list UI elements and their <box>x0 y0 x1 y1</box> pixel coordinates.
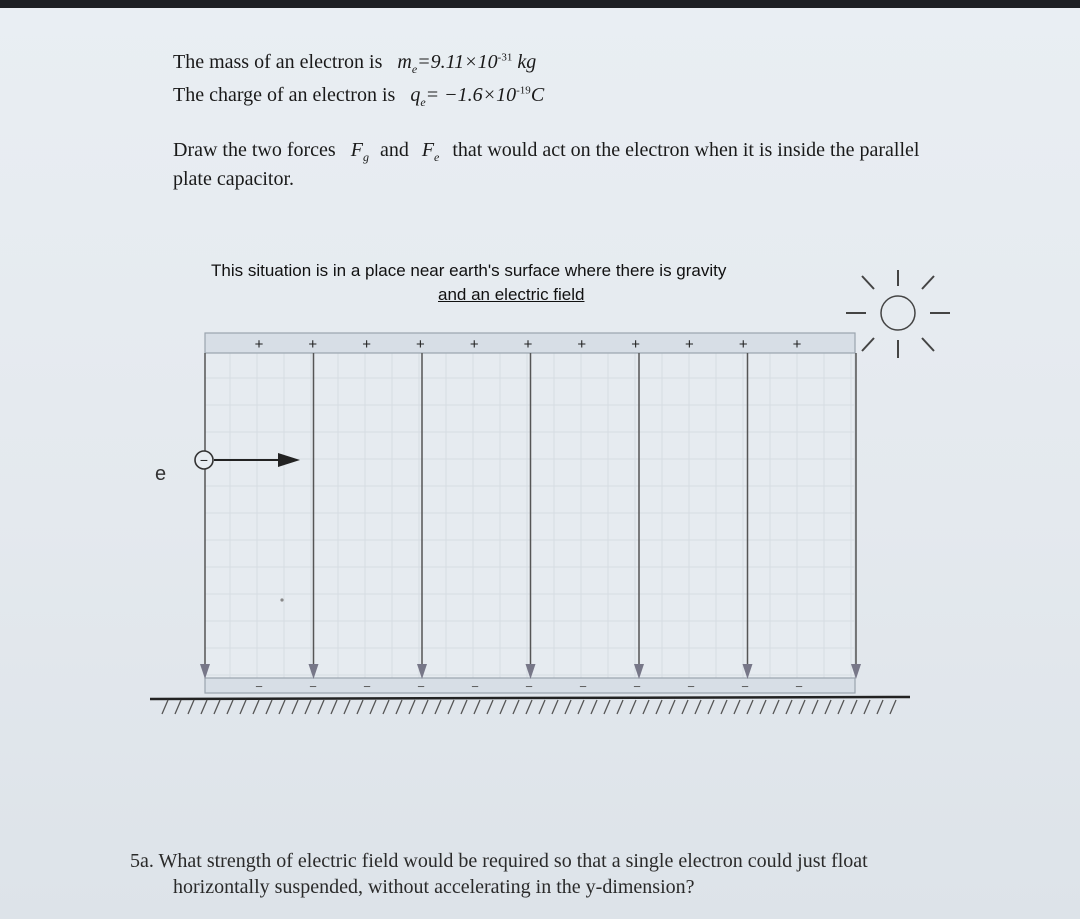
minus-sign: − <box>255 679 263 694</box>
plus-sign: + <box>254 336 264 353</box>
stray-dot <box>280 598 283 601</box>
electron-label: e <box>155 463 167 485</box>
charge-symbol: $q_e$ <box>410 84 426 109</box>
plus-sign: + <box>469 336 479 353</box>
plus-sign: + <box>738 336 748 353</box>
minus-sign: − <box>309 679 317 694</box>
minus-sign: − <box>633 679 641 694</box>
charge-exponent: -19 <box>516 84 531 97</box>
minus-sign: − <box>525 679 533 694</box>
plus-sign: + <box>362 336 371 353</box>
mass-exponent: -31 <box>497 51 513 64</box>
minus-sign: − <box>471 679 479 694</box>
instruction-text-2: that would act on the electron when it is inside the parallel <box>452 139 920 161</box>
diagram-caption-line-1: This situation is in a place near earth's surface where there is gravity <box>211 261 727 280</box>
plus-sign: + <box>308 336 318 353</box>
mass-prefix: The mass of an electron is <box>173 51 383 73</box>
sun-icon <box>846 270 950 358</box>
question-5a-line-2: horizontally suspended, without accelerating in the y-dimension? <box>173 876 695 898</box>
plus-sign: + <box>792 336 802 353</box>
minus-sign: − <box>363 679 371 694</box>
fg-symbol: $F_g$ <box>350 139 369 164</box>
charge-unit: C <box>530 84 545 106</box>
plus-sign: + <box>577 336 587 353</box>
minus-sign: − <box>741 679 749 694</box>
plus-sign: + <box>523 336 533 353</box>
fe-symbol: $F_e$ <box>421 139 440 164</box>
instruction-text-1: Draw the two forces <box>173 139 336 161</box>
electron-charge-sign: − <box>199 452 209 468</box>
question-5a-line-1: 5a. What strength of electric field would be required so that a single electron could just float <box>130 850 868 872</box>
worksheet-page <box>0 8 1080 919</box>
mass-symbol: $m_e$ <box>397 51 418 76</box>
mass-value: =9.11×10 <box>417 51 498 73</box>
minus-sign: − <box>417 679 425 694</box>
minus-sign: − <box>579 679 587 694</box>
ground-hatching <box>162 700 896 714</box>
charge-value: = −1.6×10 <box>425 84 517 106</box>
minus-sign: − <box>795 679 803 694</box>
ground-line <box>150 697 910 699</box>
minus-sign: − <box>687 679 695 694</box>
screen-top-bezel <box>0 0 1080 8</box>
plus-sign: + <box>416 336 425 353</box>
instruction-line-2: plate capacitor. <box>173 168 295 190</box>
mass-unit: kg <box>517 51 537 73</box>
diagram-caption-line-2: and an electric field <box>438 285 585 304</box>
capacitor-diagram <box>0 8 1080 919</box>
plus-sign: + <box>631 336 640 353</box>
instruction-and: and <box>379 139 409 161</box>
charge-prefix: The charge of an electron is <box>173 84 396 106</box>
plus-sign: + <box>685 336 694 353</box>
